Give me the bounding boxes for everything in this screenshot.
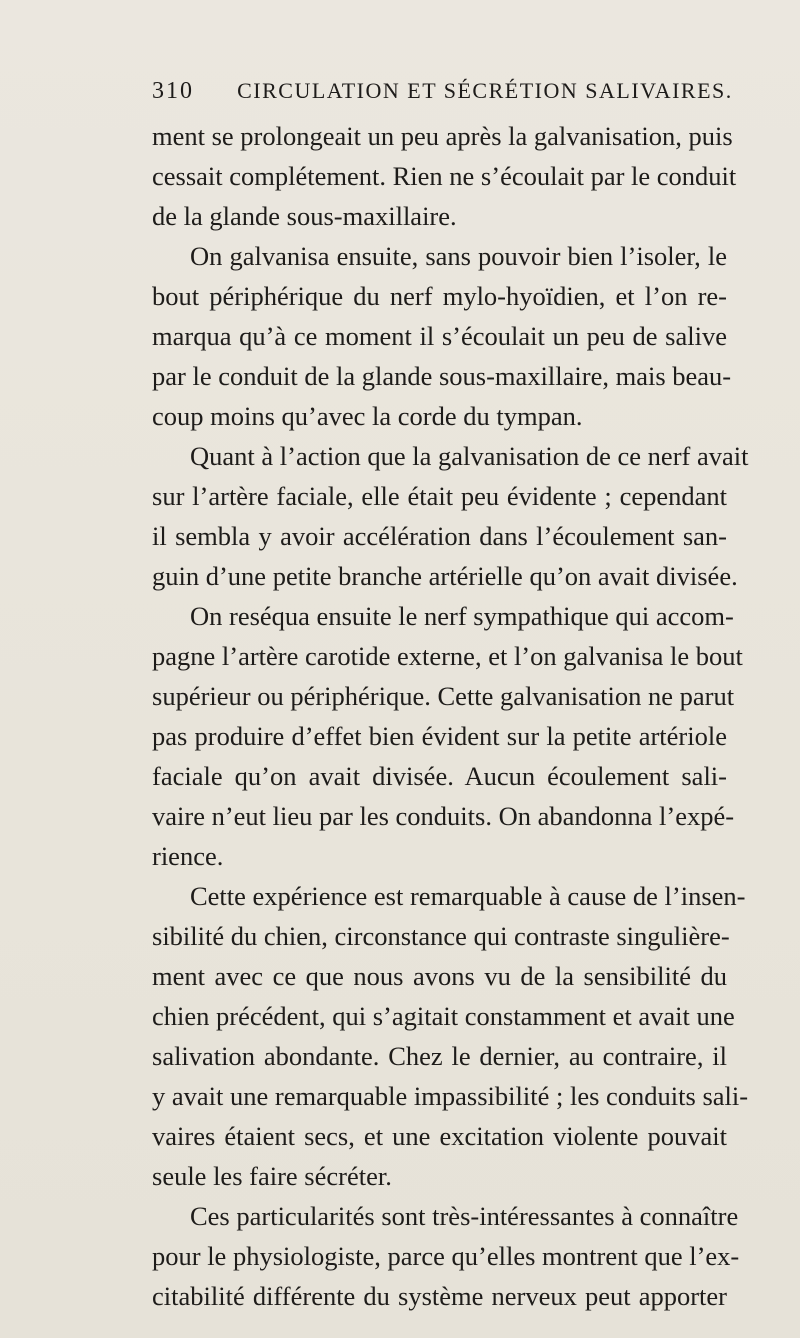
body-text	[152, 116, 749, 1316]
text-line: de la glande sous-maxillaire.	[152, 201, 457, 231]
text-line: ment se prolongeait un peu après la galvanisation, puis	[152, 121, 733, 151]
page-number: 310	[152, 78, 194, 104]
text-line: citabilité différente du système nerveux peut apporter	[152, 1281, 727, 1311]
text-line: sibilité du chien, circonstance qui contraste singulière-	[152, 921, 730, 951]
text-line: coup moins qu’avec la corde du tympan.	[152, 401, 583, 431]
text-line: salivation abondante. Chez le dernier, au contraire, il	[152, 1041, 727, 1071]
text-line: pas produire d’effet bien évident sur la petite artériole	[152, 721, 727, 751]
text-line: cessait complétement. Rien ne s’écoulait par le conduit	[152, 161, 737, 191]
text-line: On reséqua ensuite le nerf sympathique qui accom-	[190, 601, 734, 631]
text-line: il sembla y avoir accélération dans l’écoulement san-	[152, 521, 727, 551]
text-line: On galvanisa ensuite, sans pouvoir bien l’isoler, le	[190, 241, 727, 271]
text-line: chien précédent, qui s’agitait constamment et avait une	[152, 1001, 735, 1031]
text-line: vaire n’eut lieu par les conduits. On abandonna l’expé-	[152, 801, 735, 831]
text-line: seule les faire sécréter.	[152, 1161, 392, 1191]
text-line: pagne l’artère carotide externe, et l’on galvanisa le bout	[152, 641, 743, 671]
text-line: y avait une remarquable impassibilité ; les conduits sali-	[152, 1081, 749, 1111]
running-head	[152, 78, 733, 114]
text-line: bout périphérique du nerf mylo-hyoïdien, et l’on re-	[152, 281, 727, 311]
text-line: Quant à l’action que la galvanisation de ce nerf avait	[190, 441, 749, 471]
text-line: guin d’une petite branche artérielle qu’on avait divisée.	[152, 561, 738, 591]
text-line: faciale qu’on avait divisée. Aucun écoulement sali-	[152, 761, 727, 791]
text-line: Ces particularités sont très-intéressantes à connaître	[190, 1201, 739, 1231]
text-line: marqua qu’à ce moment il s’écoulait un peu de salive	[152, 321, 727, 351]
text-line: Cette expérience est remarquable à cause de l’insen-	[190, 881, 746, 911]
text-line: supérieur ou périphérique. Cette galvanisation ne parut	[152, 681, 735, 711]
text-line: par le conduit de la glande sous-maxillaire, mais beau-	[152, 361, 732, 391]
text-line: vaires étaient secs, et une excitation violente pouvait	[152, 1121, 727, 1151]
text-line: sur l’artère faciale, elle était peu évidente ; cependant	[152, 481, 727, 511]
running-title: CIRCULATION ET SÉCRÉTION SALIVAIRES.	[237, 78, 733, 103]
text-line: rience.	[152, 841, 224, 871]
text-line: ment avec ce que nous avons vu de la sensibilité du	[152, 961, 727, 991]
text-line: pour le physiologiste, parce qu’elles montrent que l’ex-	[152, 1241, 740, 1271]
